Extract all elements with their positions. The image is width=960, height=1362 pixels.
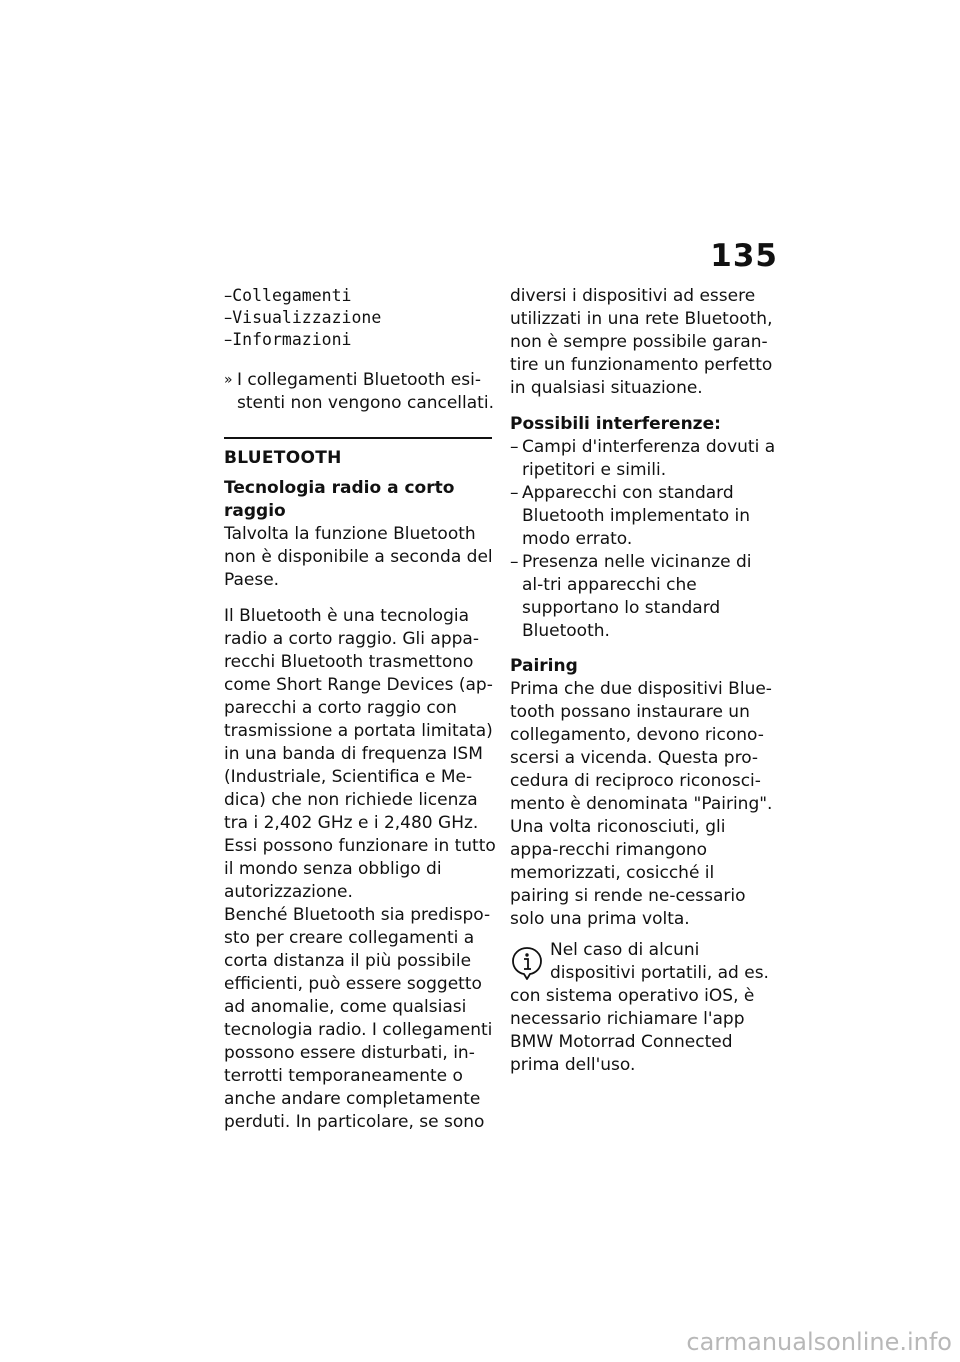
info-note-text: Nel caso di alcuni dispositivi portatili, ad es. con sistema operativo iOS, è necessario richiamare l'app BMW Motorrad Connected prima dell'uso. — [510, 940, 769, 1075]
list-item: – Presenza nelle vicinanze di al-tri apparecchi che supportano lo standard Bluetooth. — [510, 552, 752, 641]
paragraph-technology: Il Bluetooth è una tecnologia radio a corto raggio. Gli appa-recchi Bluetooth trasmettono come Short Range Devices (ap-parecchi a corto raggio con trasmissione a portata limitata) in una banda di frequenza ISM (Industriale, Scientifica e Me-dica) che non richiede licenza tra i 2,402 GHz e i 2,480 GHz. Essi possono funzionare in tutto il mondo senza obbligo di autorizzazione. — [224, 606, 496, 902]
section-title: BLUETOOTH — [224, 448, 342, 468]
menu-list — [224, 285, 496, 351]
watermark: carmanualsonline.info — [686, 1328, 952, 1356]
pairing-title: Pairing — [510, 656, 578, 676]
info-icon — [510, 945, 544, 981]
left-column — [224, 285, 496, 1134]
page-number: 135 — [710, 238, 778, 274]
list-item: – Campi d'interferenza dovuti a ripetitori e simili. — [510, 437, 776, 480]
paragraph-interference-intro: Benché Bluetooth sia predispo-sto per creare collegamenti a corta distanza il più possibile efficienti, può essere soggetto ad anomalie, come qualsiasi tecnologia radio. I collegamenti possono essere disturbati, in-terrotti temporaneamente o anche andare completamente perduti. In particolare, se sono — [224, 905, 493, 1132]
paragraph-continuation: diversi i dispositivi ad essere utilizzati in una rete Bluetooth, non è sempre possibile garan-tire un funzionamento perfetto in qualsiasi situazione. — [510, 286, 773, 398]
right-column — [510, 285, 778, 1077]
result-arrow-icon: » — [224, 372, 233, 388]
menu-item-collegamenti: –Collegamenti — [224, 286, 352, 305]
menu-item-informazioni: –Informazioni — [224, 330, 352, 349]
interference-list — [510, 436, 778, 643]
list-item: – Apparecchi con standard Bluetooth implementato in modo errato. — [510, 483, 751, 549]
result-note — [224, 369, 496, 415]
interference-title: Possibili interferenze: — [510, 414, 721, 434]
section-divider — [224, 437, 492, 439]
subsection-title: Tecnologia radio a corto raggio — [224, 478, 455, 521]
paragraph-availability: Talvolta la funzione Bluetooth non è disponibile a seconda del Paese. — [224, 524, 493, 590]
info-note — [510, 939, 778, 1077]
pairing-text: Prima che due dispositivi Blue-tooth possano instaurare un collegamento, devono ricono-scersi a vicenda. Questa pro-cedura di reciproco riconosci-mento è denominata "Pairing". Una volta riconosciuti, gli appa-recchi rimangono memorizzati, cosicché il pairing si rende ne-cessario solo una prima volta. — [510, 679, 773, 929]
result-note-text: I collegamenti Bluetooth esi-stenti non vengono cancellati. — [237, 370, 494, 413]
menu-item-visualizzazione: –Visualizzazione — [224, 308, 382, 327]
